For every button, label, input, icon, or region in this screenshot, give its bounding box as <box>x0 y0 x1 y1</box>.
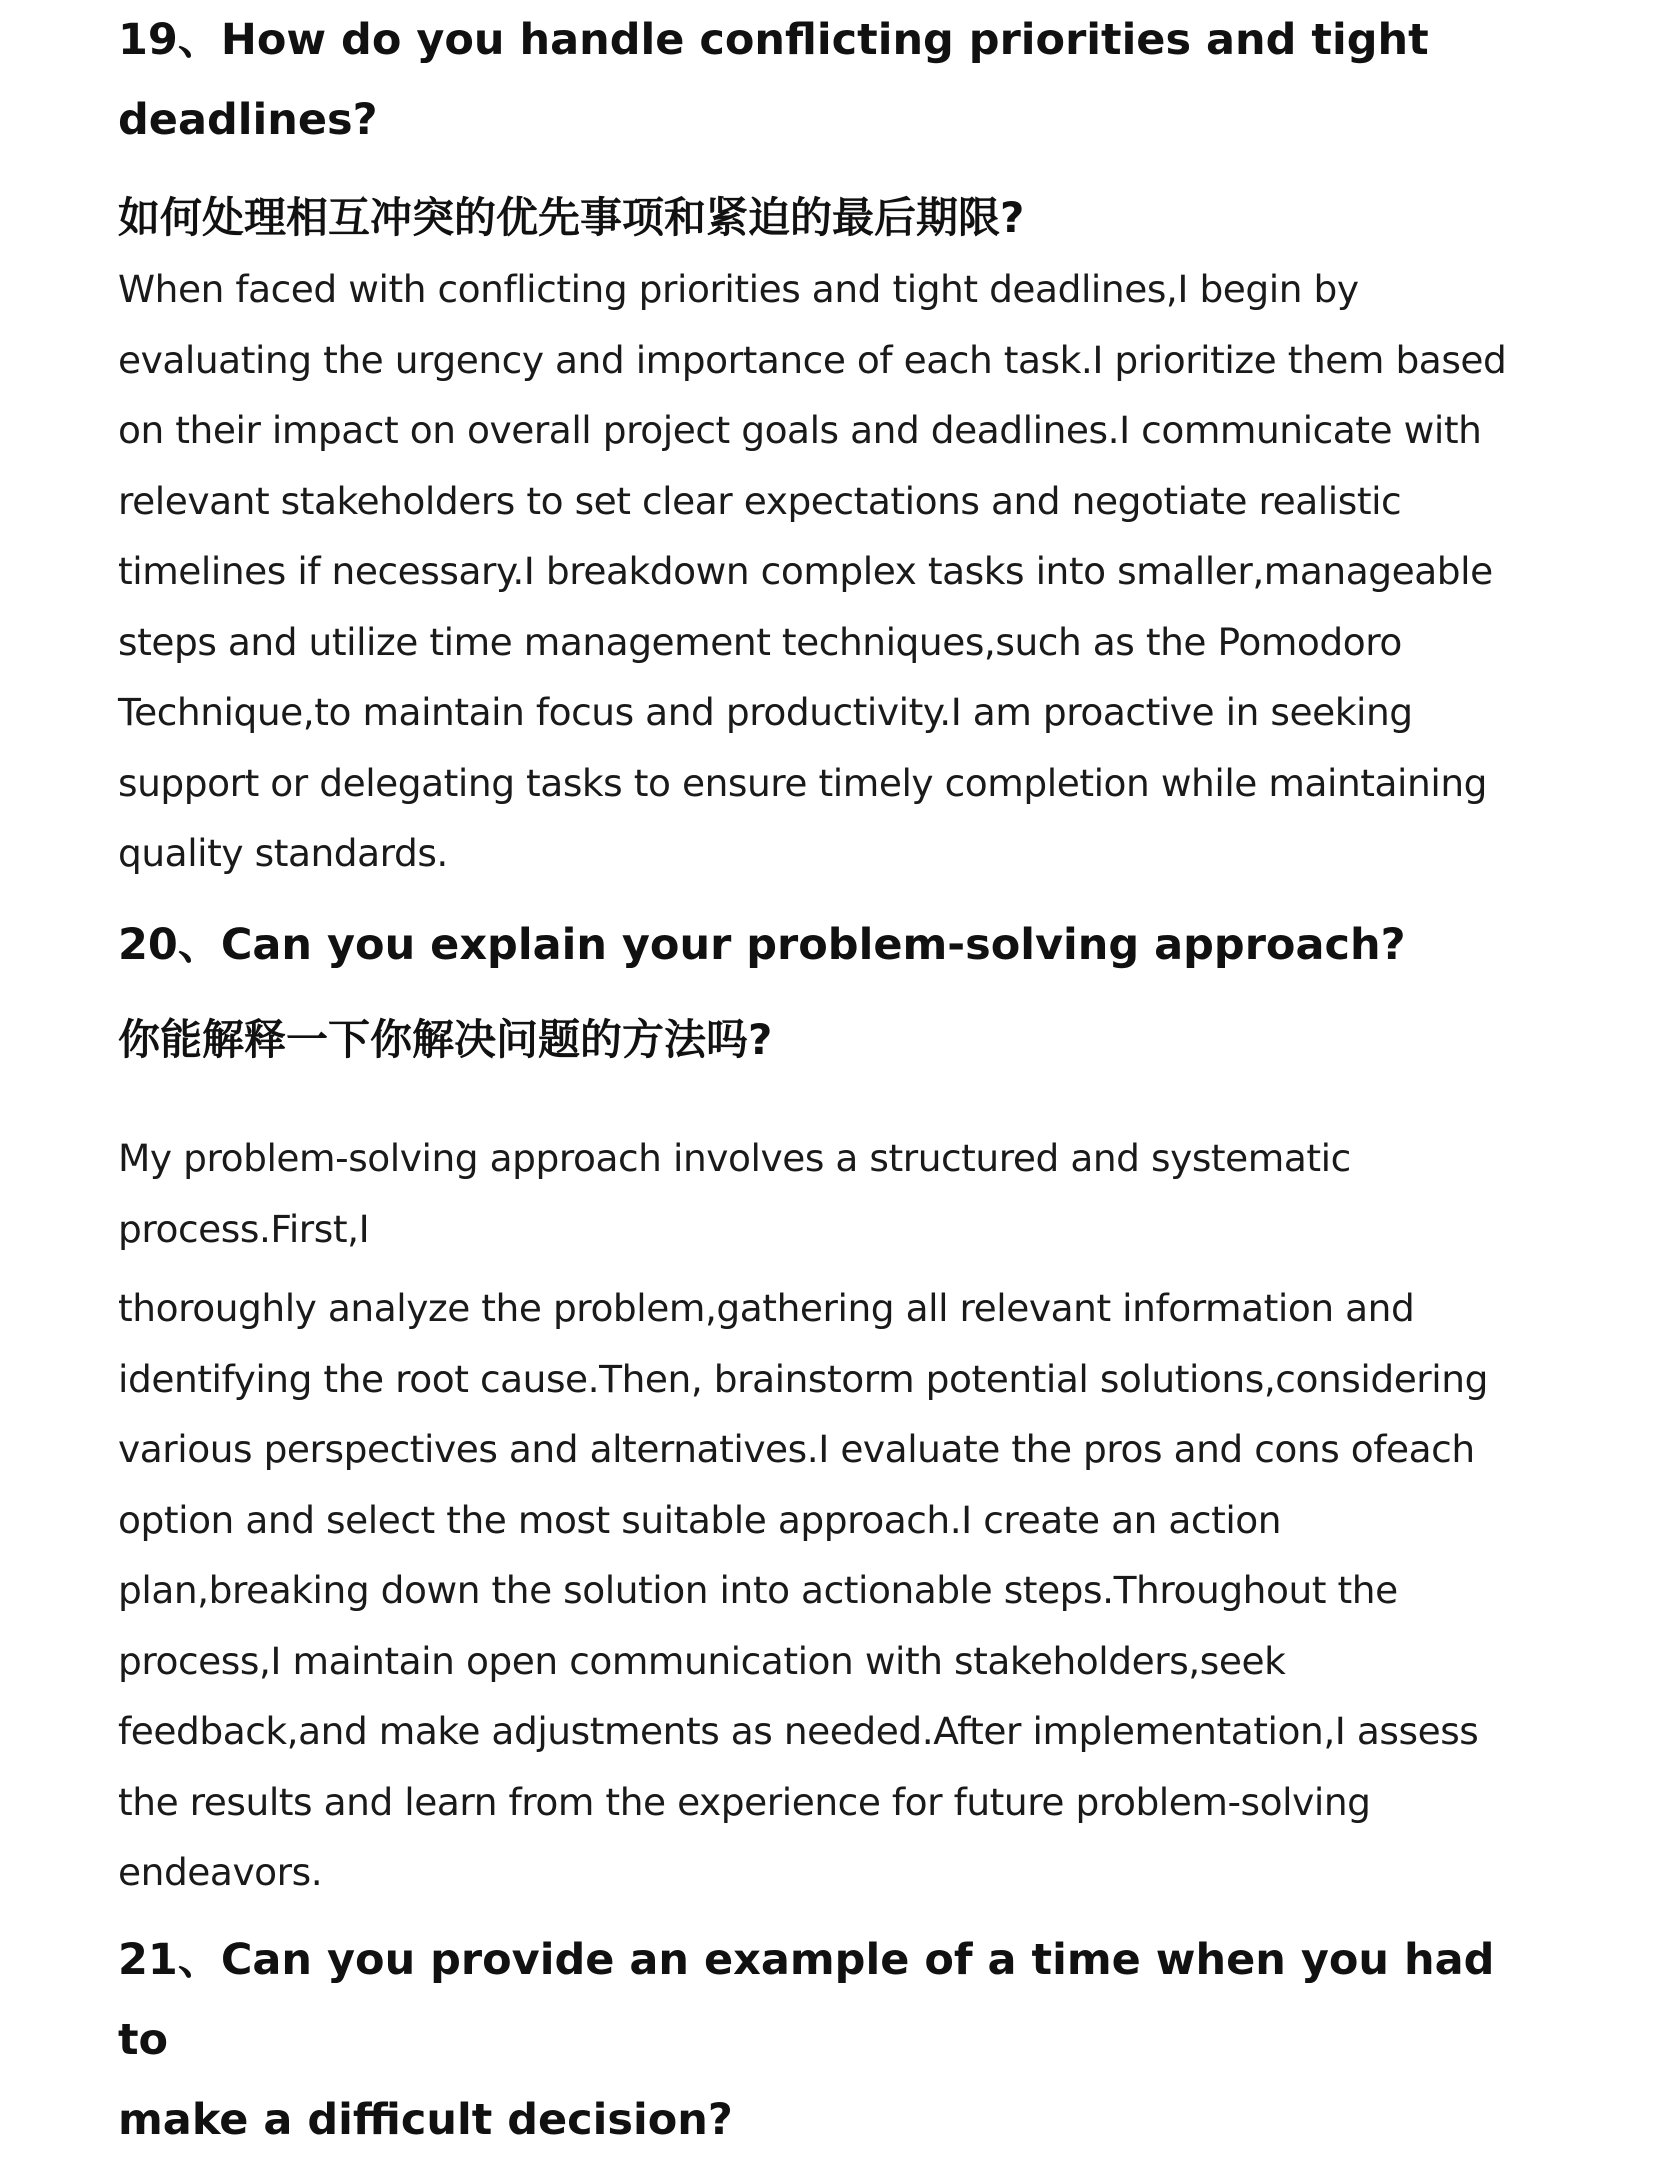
answer-line: option and select the most suitable approach.I create an action <box>118 1497 1282 1542</box>
question-21-heading <box>118 1920 1548 2160</box>
answer-line: support or delegating tasks to ensure timely completion while maintaining <box>118 760 1487 805</box>
question-19-heading-line-1: 19、How do you handle conflicting priorities and tight <box>118 15 1429 65</box>
answer-line: identifying the root cause.Then, brainstorm potential solutions,considering <box>118 1356 1488 1401</box>
answer-line: Technique,to maintain focus and productivity.I am proactive in seeking <box>118 690 1413 734</box>
question-20-heading-cn: 你能解释一下你解决问题的方法吗? <box>118 1015 773 1064</box>
answer-line: thoroughly analyze the problem,gathering all relevant information and <box>118 1286 1415 1330</box>
answer-line: endeavors. <box>118 1850 323 1894</box>
answer-line: evaluating the urgency and importance of each task.I prioritize them based <box>118 337 1507 382</box>
question-19-heading <box>118 0 1548 160</box>
answer-line: quality standards. <box>118 831 448 875</box>
answer-line: plan,breaking down the solution into actionable steps.Throughout the <box>118 1568 1398 1612</box>
answer-line: steps and utilize time management techniques,such as the Pomodoro <box>118 619 1402 664</box>
answer-line: various perspectives and alternatives.I evaluate the pros and cons ofeach <box>118 1427 1475 1471</box>
answer-line: relevant stakeholders to set clear expectations and negotiate realistic <box>118 478 1402 523</box>
question-20-answer-part-2 <box>118 1273 1548 1908</box>
answer-line: on their impact on overall project goals and deadlines.I communicate with <box>118 408 1482 452</box>
question-20-answer-part-1 <box>118 1123 1548 1264</box>
answer-line: the results and learn from the experience for future problem-solving <box>118 1779 1371 1824</box>
question-20-heading-line-1: 20、Can you explain your problem-solving approach? <box>118 920 1406 970</box>
answer-line: process,I maintain open communication with stakeholders,seek <box>118 1638 1286 1683</box>
answer-line: timelines if necessary.I breakdown complex tasks into smaller,manageable <box>118 549 1493 593</box>
question-21-heading-line-2: make a difficult decision? <box>118 2095 733 2145</box>
answer-line: feedback,and make adjustments as needed.After implementation,I assess <box>118 1709 1479 1753</box>
question-21-heading-line-1: 21、Can you provide an example of a time when you had to <box>118 1935 1495 2065</box>
question-19-answer <box>118 254 1548 889</box>
answer-line: When faced with conflicting priorities and tight deadlines,I begin by <box>118 267 1359 311</box>
question-19-heading-line-2: deadlines? <box>118 95 378 145</box>
answer-line: process.First,I <box>118 1206 370 1251</box>
answer-line: My problem-solving approach involves a structured and systematic <box>118 1136 1351 1180</box>
question-19-heading-cn: 如何处理相互冲突的优先事项和紧迫的最后期限? <box>118 193 1025 242</box>
question-20-heading <box>118 905 1548 985</box>
